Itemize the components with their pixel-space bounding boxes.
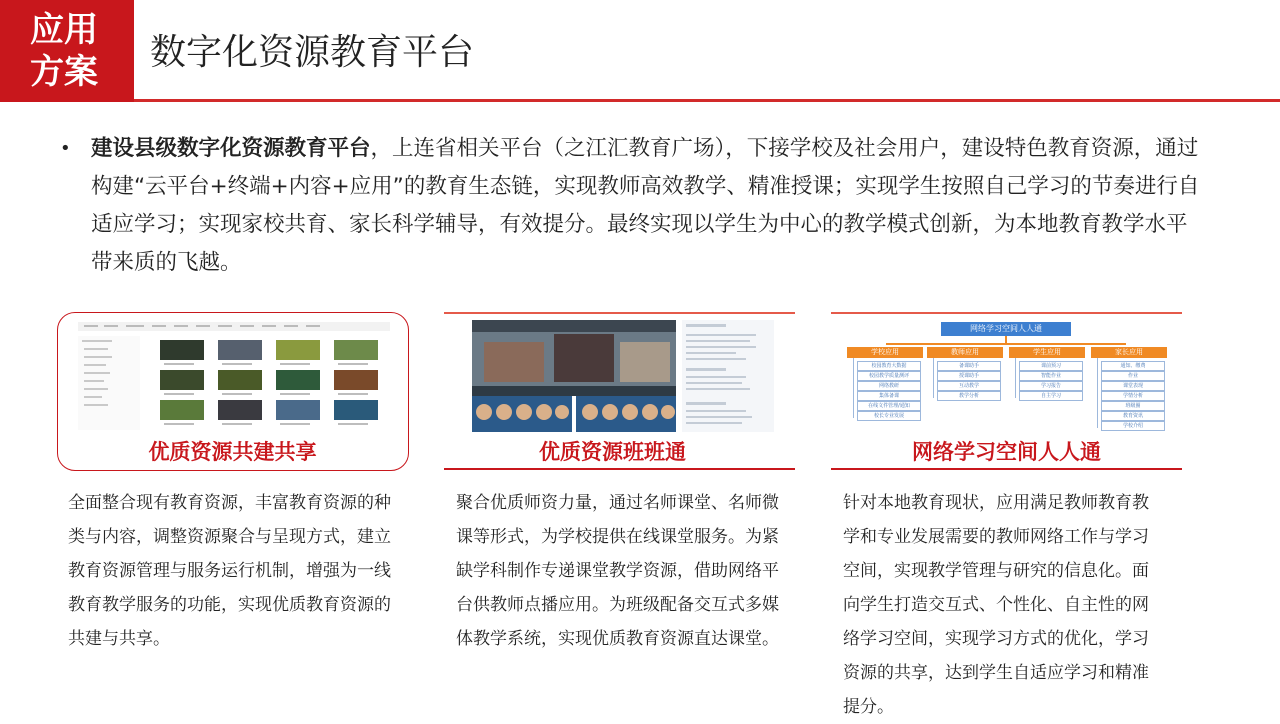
title-divider xyxy=(134,99,1280,102)
diagram-item: 互动教学 xyxy=(937,381,1001,391)
page-title: 数字化资源教育平台 xyxy=(150,32,475,73)
card-1-image xyxy=(78,322,390,430)
card-3-top-border xyxy=(831,312,1182,314)
diagram-item: 学校介绍 xyxy=(1101,421,1165,431)
card-2-divider xyxy=(444,468,795,470)
diagram-item: 智能作业 xyxy=(1019,371,1083,381)
card-3-diagram xyxy=(831,312,1182,432)
diagram-item: 校园教育大数据 xyxy=(857,361,921,371)
section-badge xyxy=(0,0,134,102)
card-3-divider xyxy=(831,468,1182,470)
badge-line-2: 方案 xyxy=(30,52,98,92)
intro-bold: 建设县级数字化资源教育平台 xyxy=(91,136,371,161)
diagram-column-head: 学校应用 xyxy=(847,347,923,358)
diagram-column-head: 教师应用 xyxy=(927,347,1003,358)
diagram-item: 授课助手 xyxy=(937,371,1001,381)
diagram-item: 教学分析 xyxy=(937,391,1001,401)
card-2-image xyxy=(444,312,795,432)
diagram-column-stem xyxy=(933,358,934,398)
diagram-root-node: 网络学习空间人人通 xyxy=(941,322,1071,336)
diagram-item: 备课助手 xyxy=(937,361,1001,371)
diagram-item: 作业 xyxy=(1101,371,1165,381)
diagram-item: 校园教学质量测评 xyxy=(857,371,921,381)
diagram-item: 学情分析 xyxy=(1101,391,1165,401)
diagram-column-stem xyxy=(853,358,854,418)
card-3-description: 针对本地教育现状，应用满足教师教育教学和专业发展需要的教师网络工作与学习空间，实现教学管理与研究的信息化。面向学生打造交互式、个性化、自主性的网络学习空间，实现学习方式的优化，学习资源的共享，达到学生自适应学习和精准提分。 xyxy=(843,493,1149,717)
card-2-caption: 优质资源班班通 xyxy=(539,440,686,464)
diagram-item: 校长专业发展 xyxy=(857,411,921,421)
diagram-item: 集体备课 xyxy=(857,391,921,401)
diagram-column-head: 学生应用 xyxy=(1009,347,1085,358)
diagram-item: 通知、缴费 xyxy=(1101,361,1165,371)
diagram-item: 在线文件管理/通知 xyxy=(857,401,921,411)
diagram-item: 教育资讯 xyxy=(1101,411,1165,421)
diagram-item: 课堂表现 xyxy=(1101,381,1165,391)
diagram-item: 自主学习 xyxy=(1019,391,1083,401)
diagram-columns xyxy=(831,345,1182,432)
intro-paragraph xyxy=(91,130,1201,282)
diagram-column-stem xyxy=(1015,358,1016,398)
badge-line-1: 应用 xyxy=(30,10,98,50)
card-2-description: 聚合优质师资力量，通过名师课堂、名师微课等形式，为学校提供在线课堂服务。为紧缺学科制作专递课堂教学资源，借助网络平台供教师点播应用。为班级配备交互式多媒体教学系统，实现优质教育资源直达课堂。 xyxy=(456,493,779,649)
diagram-item: 课前预习 xyxy=(1019,361,1083,371)
diagram-column-head: 家长应用 xyxy=(1091,347,1167,358)
diagram-item: 学习报告 xyxy=(1019,381,1083,391)
card-3-caption: 网络学习空间人人通 xyxy=(912,440,1101,464)
card-1-description: 全面整合现有教育资源，丰富教育资源的种类与内容，调整资源聚合与呈现方式，建立教育资源管理与服务运行机制，增强为一线教育教学服务的功能，实现优质教育资源的共建与共享。 xyxy=(68,493,391,649)
diagram-item: 网络教研 xyxy=(857,381,921,391)
diagram-column-stem xyxy=(1097,358,1098,428)
intro-rest: ，上连省相关平台（之江汇教育广场），下接学校及社会用户，建设特色教育资源，通过构建“云平台+终端+内容+应用”的教育生态链，实现教师高效教学、精准授课；实现学生按照自己学习的节奏进行自适应学习；实现家校共育、家长科学辅导，有效提分。最终实现以学生为中心的教学模式创新，为本地教育教学水平带来质的飞越。 xyxy=(91,136,1200,275)
bullet-dot: • xyxy=(60,138,71,159)
card-1-caption: 优质资源共建共享 xyxy=(148,440,317,464)
diagram-item: 班级圈 xyxy=(1101,401,1165,411)
